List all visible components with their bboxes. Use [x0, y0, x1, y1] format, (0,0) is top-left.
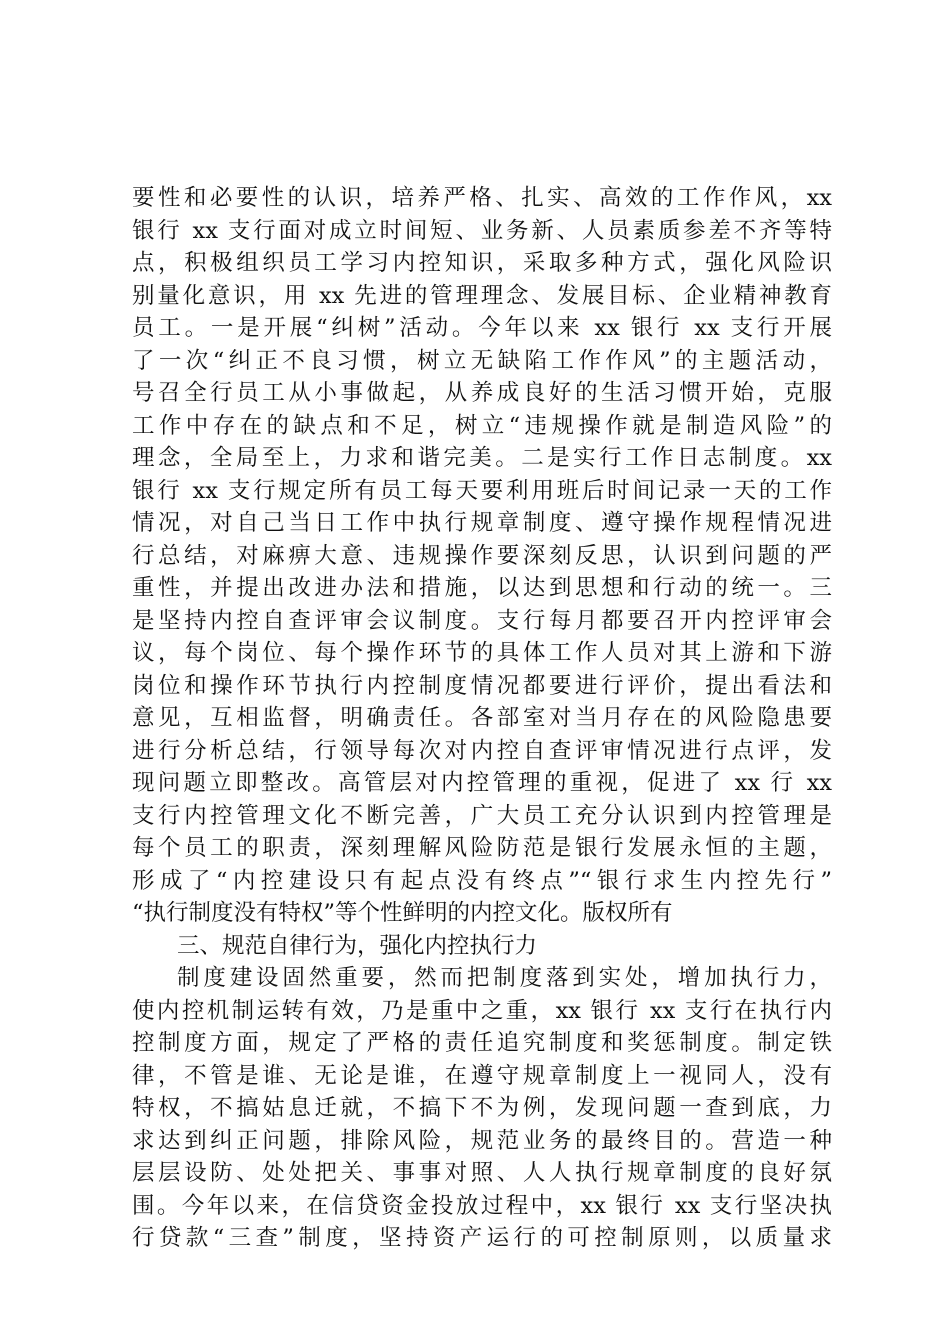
text-line: 行总结，对麻痹大意、违规操作要深刻反思，认识到问题的严 — [132, 542, 832, 569]
text-line: 号召全行员工从小事做起，从养成良好的生活习惯开始，克服 — [132, 380, 832, 406]
text-line: 要性和必要性的认识，培养严格、扎实、高效的工作作风，xx — [132, 185, 832, 211]
text-line: 律，不管是谁、无论是谁，在遵守规章制度上一视同人，没有 — [132, 1062, 832, 1089]
text-line: 岗位和操作环节执行内控制度情况都要进行评价，提出看法和 — [132, 672, 832, 699]
text-line: 控制度方面，规定了严格的责任追究制度和奖惩制度。制定铁 — [132, 1030, 832, 1056]
text-line: 行贷款“三查”制度，坚持资产运行的可控制原则，以质量求 — [132, 1225, 832, 1251]
text-line: 银行 xx 支行规定所有员工每天要利用班后时间记录一天的工作 — [132, 477, 832, 504]
text-line: 了一次“纠正不良习惯，树立无缺陷工作作风”的主题活动， — [132, 347, 832, 374]
text-line: 别量化意识，用 xx 先进的管理理念、发展目标、企业精神教育 — [132, 282, 832, 309]
text-line: 理念，全局至上，力求和谐完美。二是实行工作日志制度。xx — [132, 445, 832, 471]
text-line: 工作中存在的缺点和不足，树立“违规操作就是制造风险”的 — [132, 412, 832, 439]
text-line: 形成了“内控建设只有起点没有终点”“银行求生内控先行” — [132, 867, 832, 894]
text-line: 意见，互相监督，明确责任。各部室对当月存在的风险隐患要 — [132, 705, 832, 731]
text-line: 现问题立即整改。高管层对内控管理的重视，促进了 xx 行 xx — [132, 770, 832, 796]
text-line: 是坚持内控自查评审会议制度。支行每月都要召开内控评审会 — [132, 607, 832, 634]
text-line: 特权，不搞姑息迁就，不搞下不为例，发现问题一查到底，力 — [132, 1095, 832, 1121]
text-line: 每个员工的职责，深刻理解风险防范是银行发展永恒的主题， — [132, 835, 832, 861]
text-line: 支行内控管理文化不断完善，广大员工充分认识到内控管理是 — [132, 802, 832, 829]
text-line: 重性，并提出改进办法和措施，以达到思想和行动的统一。三 — [132, 575, 832, 601]
text-line: “执行制度没有特权”等个性鲜明的内控文化。版权所有 — [132, 900, 673, 926]
text-line: 进行分析总结，行领导每次对内控自查评审情况进行点评，发 — [132, 737, 832, 764]
text-line: 议，每个岗位、每个操作环节的具体工作人员对其上游和下游 — [132, 640, 832, 666]
document-body — [132, 182, 832, 1255]
text-line: 员工。一是开展“纠树”活动。今年以来 xx 银行 xx 支行开展 — [132, 315, 832, 341]
section-heading: 三、规范自律行为，强化内控执行力 — [177, 932, 538, 959]
text-line: 围。今年以来，在信贷资金投放过程中，xx 银行 xx 支行坚决执 — [132, 1192, 832, 1219]
text-line: 情况，对自己当日工作中执行规章制度、遵守操作规程情况进 — [132, 510, 832, 536]
text-line: 点，积极组织员工学习内控知识，采取多种方式，强化风险识 — [132, 250, 832, 276]
text-line: 银行 xx 支行面对成立时间短、业务新、人员素质参差不齐等特 — [132, 217, 832, 244]
text-line: 制度建设固然重要，然而把制度落到实处，增加执行力， — [177, 965, 832, 991]
text-line: 求达到纠正问题，排除风险，规范业务的最终目的。营造一种 — [132, 1127, 832, 1154]
text-line: 使内控机制运转有效，乃是重中之重，xx 银行 xx 支行在执行内 — [132, 997, 832, 1024]
text-line: 层层设防、处处把关、事事对照、人人执行规章制度的良好氛 — [132, 1160, 832, 1186]
